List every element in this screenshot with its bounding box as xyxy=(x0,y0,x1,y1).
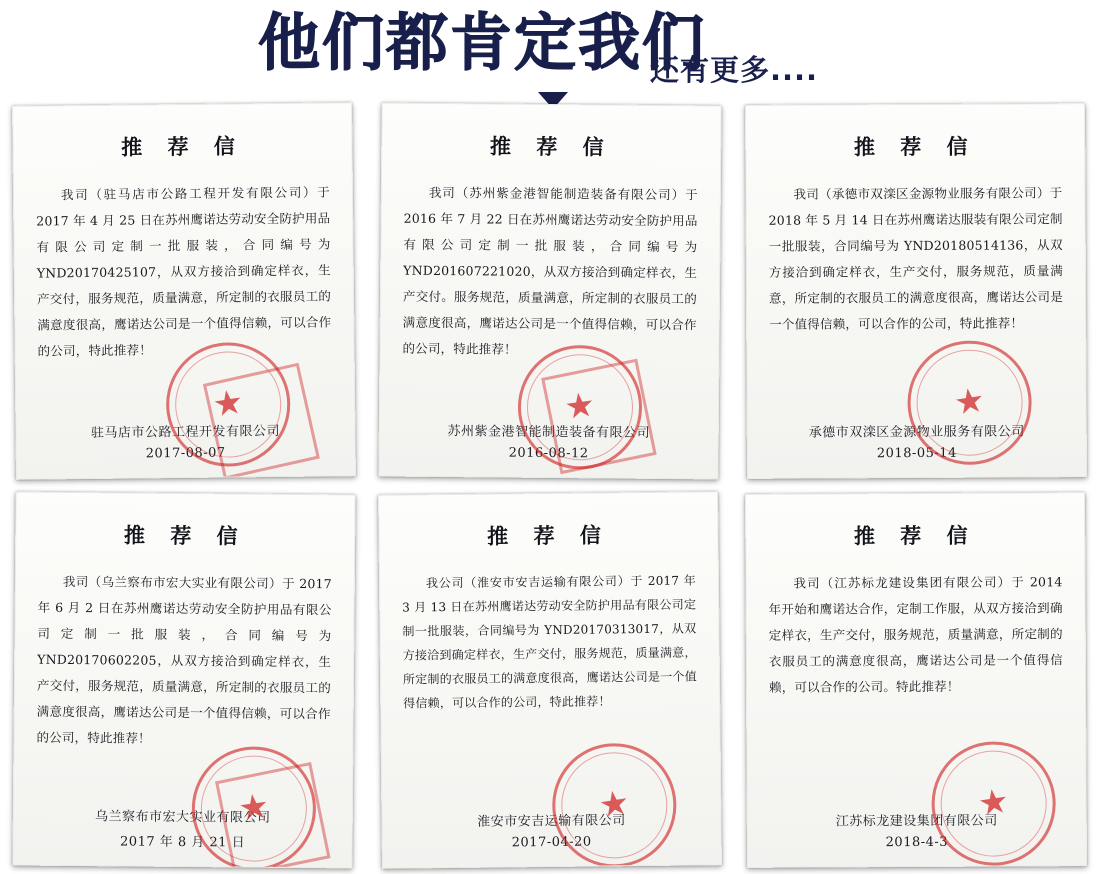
letter-title: 推 荐 信 xyxy=(853,523,977,549)
letter-title: 推 荐 信 xyxy=(487,523,610,549)
letter-body: 我司（苏州紫金港智能制造装备有限公司）于 2016 年 7 月 22 日在苏州鹰诺达劳动安全防护用品有限公司定制一批服装，合同编号为 YND201607221020，从双方接洽到确定样衣，生产交付。服务规范，质量满意，所定制的衣服员工的满意度很高，鹰诺达公司是一个值得信赖，可以合作的公司，特此推荐！ xyxy=(402,184,698,357)
letter-date: 2017-08-07 xyxy=(145,445,226,462)
page-title: 他们都肯定我们 xyxy=(258,6,707,79)
letter-title: 推 荐 信 xyxy=(853,134,977,160)
letter-title: 推 荐 信 xyxy=(123,523,247,549)
page-header xyxy=(0,0,1100,95)
letter-company: 苏州紫金港智能制造装备有限公司 xyxy=(447,424,651,441)
company-square-seal-icon xyxy=(215,762,331,868)
letter-company: 淮安市安吉运输有限公司 xyxy=(477,813,626,830)
letter-company: 驻马店市公路工程开发有限公司 xyxy=(90,424,281,441)
letter-date: 2017-04-20 xyxy=(511,834,592,851)
company-square-seal-icon xyxy=(541,359,657,475)
letter-date: 2016-08-12 xyxy=(508,445,589,462)
page-subtitle: 还有更多.... xyxy=(650,53,819,87)
letter-signature xyxy=(748,809,1086,851)
letter-body: 我司（乌兰察布市宏大实业有限公司）于 2017 年 6 月 2 日在苏州鹰诺达劳动安全防护用品有限公司定制一批服装，合同编号为 YND20170602205，从双方接洽到确定样衣，生产交付，服务规范，质量满意，所定制的衣服员工的满意度很高，鹰诺达公司是一个值得信赖，可以合作的公司，特此推荐！ xyxy=(36,573,332,746)
letter-title: 推 荐 信 xyxy=(121,134,244,160)
letter-paper xyxy=(378,491,722,869)
letter-date: 2017 年 8 月 21 日 xyxy=(119,834,246,851)
letter-signature xyxy=(382,808,720,852)
letter-signature xyxy=(380,420,718,463)
letter-paper xyxy=(378,103,721,480)
letter-signature xyxy=(748,420,1086,462)
letter-paper xyxy=(12,102,356,480)
letter-card xyxy=(0,485,366,874)
letter-body: 我公司（淮安市安吉运输有限公司）于 2017 年 3 月 13 日在苏州鹰诺达劳动安全防护用品有限公司定制一批服装，合同编号为 YND20170313017，从双方接洽到确定样衣，生产交付，服务规范，质量满意，所定制的衣服员工的满意度很高，鹰诺达公司是一个值得信赖，可以合作的公司，特此推荐！ xyxy=(402,573,698,711)
letter-card xyxy=(366,485,732,874)
letter-body: 我司（江苏标龙建设集团有限公司）于 2014 年开始和鹰诺达合作，定制工作服，从双方接洽到确定样衣，生产交付，服务规范，质量满意，所定制的衣服员工的满意度很高，鹰诺达公司是一个值得信赖，可以合作的公司。特此推荐！ xyxy=(768,574,1063,695)
letter-paper xyxy=(12,492,355,869)
letter-card xyxy=(732,485,1098,874)
company-square-seal-icon xyxy=(203,363,320,480)
letter-company: 乌兰察布市宏大实业有限公司 xyxy=(94,809,271,826)
letter-date: 2018-4-3 xyxy=(885,834,949,851)
letter-card xyxy=(732,96,1098,485)
letter-company: 江苏标龙建设集团有限公司 xyxy=(835,813,998,830)
letter-company: 承德市双滦区金源物业服务有限公司 xyxy=(808,424,1025,441)
recommendation-letters-grid xyxy=(0,96,1100,874)
letter-title: 推 荐 信 xyxy=(489,134,613,160)
letter-body: 我司（驻马店市公路工程开发有限公司）于 2017 年 4 月 25 日在苏州鹰诺达劳动安全防护用品有限公司定制一批服装，合同编号为 YND20170425107，从双方接洽到确定样衣，生产交付，服务规范，质量满意，所定制的衣服员工的满意度很高，鹰诺达公司是一个值得信赖，可以合作的公司，特此推荐！ xyxy=(36,184,332,359)
letter-card xyxy=(0,96,366,485)
letter-date: 2018-05-14 xyxy=(876,445,957,462)
letter-body: 我司（承德市双滦区金源物业服务有限公司）于 2018 年 5 月 14 日在苏州鹰诺达服装有限公司定制一批服装，合同编号为 YND20180514136，从双方接洽到确定样衣，生产交付，服务规范，质量满意，所定制的衣服员工的满意度很高，鹰诺达公司是一个值得信赖，可以合作的公司，特此推荐！ xyxy=(768,185,1064,332)
letter-paper xyxy=(745,103,1087,479)
letter-paper xyxy=(745,492,1087,868)
letter-card xyxy=(366,96,732,485)
